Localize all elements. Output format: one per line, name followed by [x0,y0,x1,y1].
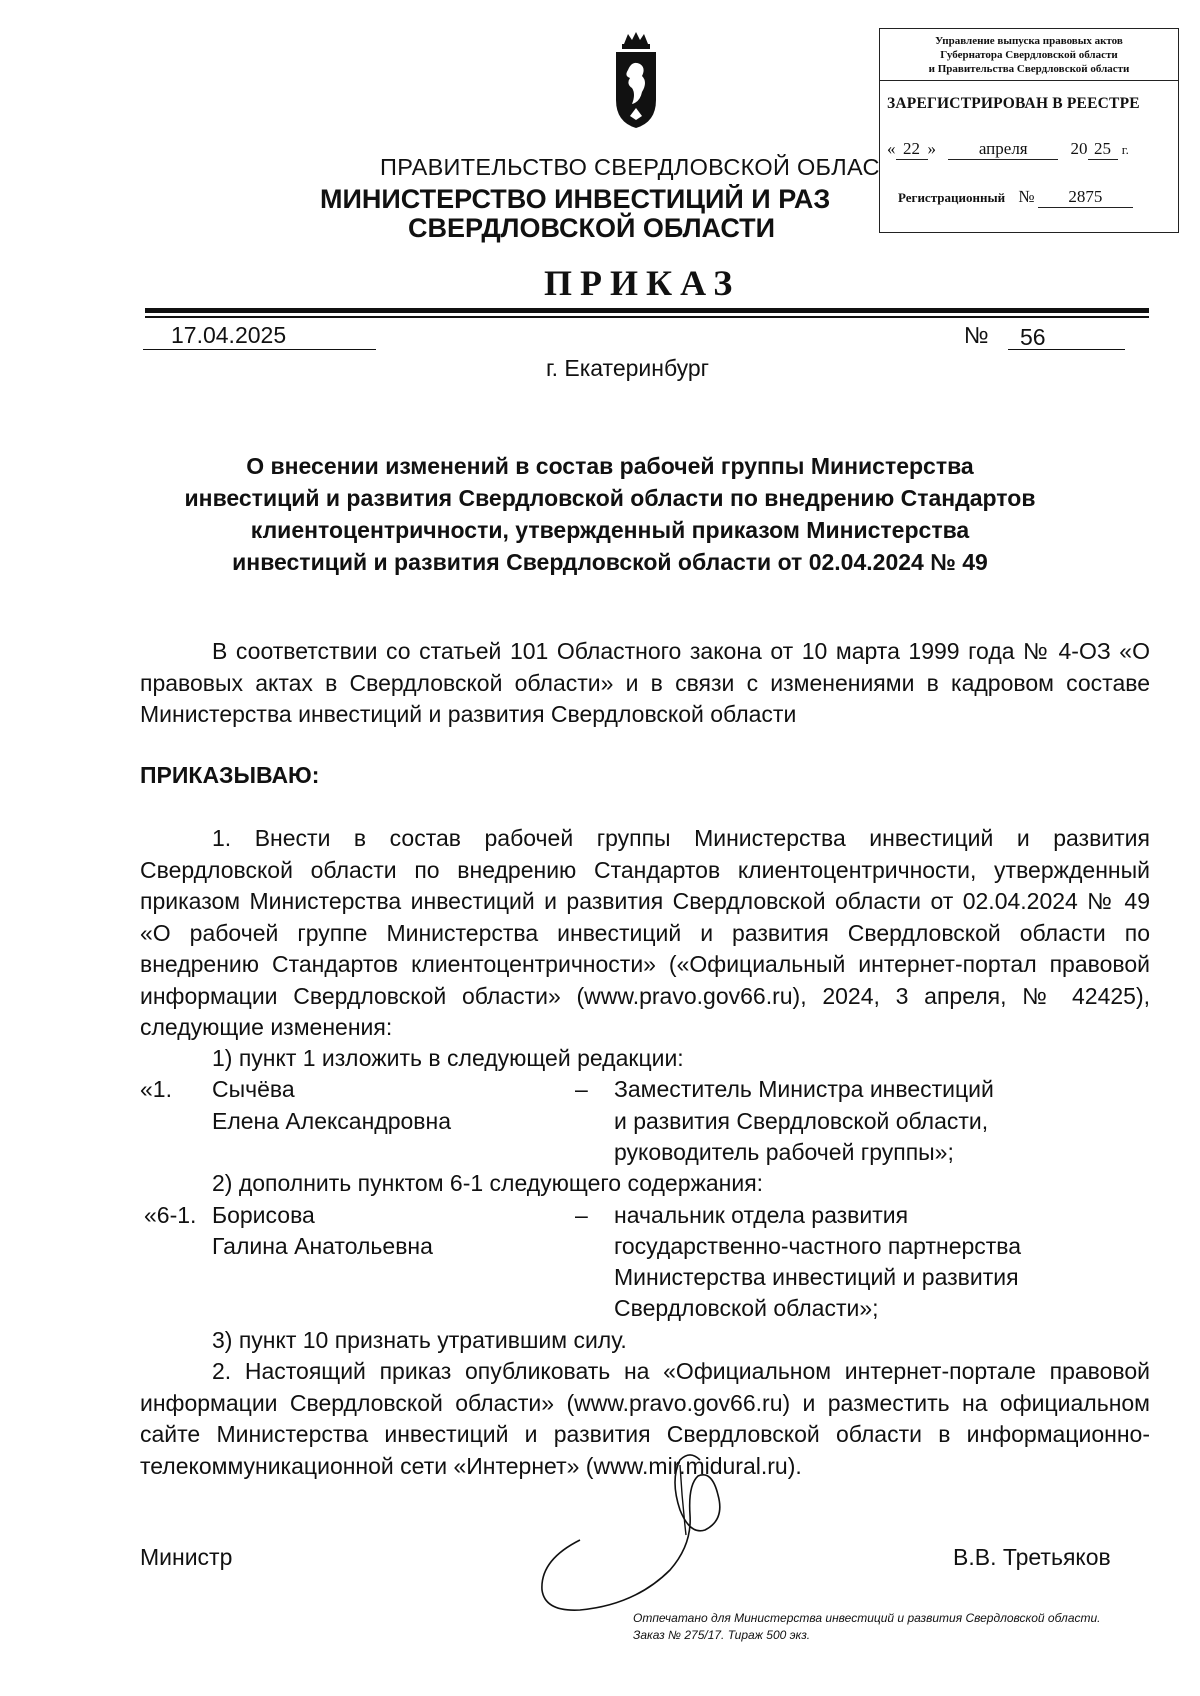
entry-2-position-line: начальник отдела развития [614,1202,909,1228]
title-line: клиентоцентричности, утвержденный приказом Министерства [250,517,970,543]
stamp-header-line: Управление выпуска правовых актов [935,35,1123,47]
order-word: ПРИКАЗЫВАЮ: [140,762,320,788]
stamp-reg-no-label: № [1018,187,1035,206]
title-line: инвестиций и развития Свердловской области от 02.04.2024 № 49 [232,549,988,575]
stamp-reg-number: 2875 [1038,187,1133,208]
entry-1-position-line: и развития Свердловской области, [614,1108,989,1134]
subitem-1: 1) пункт 1 изложить в следующей редакции: [212,1045,684,1071]
stamp-registered-title: ЗАРЕГИСТРИРОВАН В РЕЕСТРЕ [887,95,1140,112]
order-title [170,450,1050,578]
document-type: ПРИКАЗ [544,263,741,303]
stamp-header [880,29,1178,81]
title-line: инвестиций и развития Свердловской области по внедрению Стандартов [184,485,1036,511]
ministry-name-line1: МИНИСТЕРСТВО ИНВЕСТИЦИЙ И РАЗ [320,184,831,214]
stamp-year-prefix: 20 [1070,139,1088,158]
stamp-header-line: и Правительства Свердловской области [928,63,1130,75]
stamp-month: апреля [948,139,1058,160]
entry-2-position-line: Свердловской области»; [614,1295,879,1321]
entry-1-surname: Сычёва [212,1076,295,1102]
entry-2-surname: Борисова [212,1202,315,1228]
entry-2-number: «6-1. [144,1202,197,1228]
order-number: 56 [1008,326,1125,350]
entry-2-given-names: Галина Анатольевна [212,1233,433,1259]
subitem-2: 2) дополнить пунктом 6-1 следующего содержания: [212,1170,764,1196]
signatory-position: Министр [140,1544,233,1570]
stamp-day: 22 [896,139,928,160]
entry-2-position-line: Министерства инвестиций и развития [614,1264,1019,1290]
stamp-header-line: Губернатора Свердловской области [940,49,1118,61]
entry-2-dash: – [575,1202,588,1228]
stamp-reg-number-row [898,187,1168,208]
stamp-date-row: « 22 » апреля 20 25 г. [887,139,1129,158]
print-footer [633,1610,1101,1644]
item-1-paragraph: 1. Внести в состав рабочей группы Министерства инвестиций и развития Свердловской области по внедрению Стандартов клиентоцентричности, утвержденный приказом Министерства инвестиций и развития Свердловской области от 02.04.2024 № 49 «О рабочей группе Министерства инвестиций и развития Свердловской области по внедрению Стандартов клиентоцентричности» («Официальный интернет-портал правовой информации Свердловской области» (www.pravo.gov66.ru), 2024, 3 апреля, № 42425), следующие изменения: [140,825,1150,1040]
entry-1-number: «1. [140,1076,172,1102]
header-rule-thin [145,316,1149,318]
signatory-name: В.В. Третьяков [953,1544,1111,1570]
footer-line: Заказ № 275/17. Тираж 500 экз. [633,1628,811,1642]
registry-stamp [879,28,1179,233]
stamp-year-suffix: 25 [1088,139,1118,160]
footer-line: Отпечатано для Министерства инвестиций и развития Свердловской области. [633,1611,1101,1625]
title-line: О внесении изменений в состав рабочей группы Министерства [246,453,974,479]
item-2-paragraph: 2. Настоящий приказ опубликовать на «Официальном интернет-портале правовой информации Свердловской области» (www.pravo.gov66.ru) и разместить на официальном сайте Министерства инвестиций и развития Свердловской области в информационно-телекоммуникационной сети «Интернет» (www.mir.midural.ru). [140,1358,1150,1479]
entry-1-position-line: руководитель рабочей группы»; [614,1139,954,1165]
government-name: ПРАВИТЕЛЬСТВО СВЕРДЛОВСКОЙ ОБЛАС [380,154,880,180]
entry-1-position-line: Заместитель Министра инвестиций [614,1076,994,1102]
subitem-3: 3) пункт 10 признать утратившим силу. [212,1327,627,1353]
entry-2-position-line: государственно-частного партнерства [614,1233,1022,1259]
order-date: 17.04.2025 [143,322,376,350]
stamp-reg-label: Регистрационный [898,190,1006,205]
header-rule-thick [145,308,1149,313]
entry-1-dash: – [575,1076,588,1102]
preamble-paragraph: В соответствии со статьей 101 Областного закона от 10 марта 1999 года № 4-ОЗ «О правовых актах в Свердловской области» и в связи с изменениями в кадровом составе Министерства инвестиций и развития Свердловской области [140,638,1150,727]
stamp-year-unit: г. [1121,142,1129,157]
order-city: г. Екатеринбург [546,355,710,381]
order-number-label: № [964,322,989,348]
coat-of-arms-icon [606,30,666,130]
ministry-name-line2: СВЕРДЛОВСКОЙ ОБЛАСТИ [408,213,776,243]
entry-1-given-names: Елена Александровна [212,1108,452,1134]
